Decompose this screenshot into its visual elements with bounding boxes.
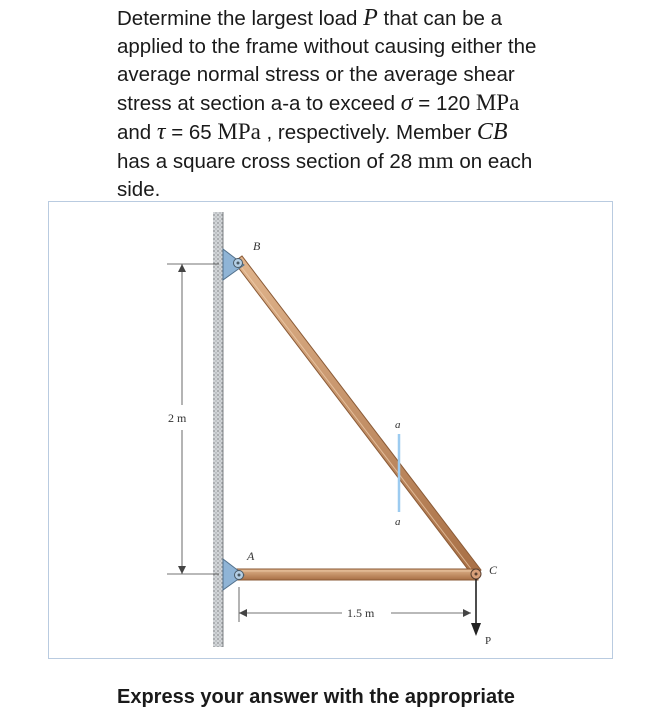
text: has a square cross section of 28 [117, 150, 418, 173]
text: Determine the largest load [117, 7, 364, 30]
load-p-arrow [471, 579, 481, 636]
math-tau: τ [156, 119, 166, 145]
math-member-cb: CB [476, 119, 508, 145]
problem-line-5 [117, 118, 637, 147]
label-p: P [485, 635, 492, 647]
support-a [223, 559, 244, 590]
problem-line-1 [117, 4, 637, 33]
dim-width-label: 1.5 m [347, 606, 375, 620]
text: stress at section a-a to exceed [117, 92, 401, 115]
problem-line-2: applied to the frame without causing either the [117, 35, 537, 58]
support-b [223, 249, 244, 280]
math-sigma: σ [400, 90, 413, 116]
text: = 65 [165, 121, 218, 144]
problem-line-7: side. [117, 178, 161, 201]
pin-c [471, 569, 481, 579]
math-unit-mpa: MPa [217, 119, 261, 144]
problem-statement [117, 4, 637, 204]
frame-diagram [49, 202, 614, 660]
label-b: B [253, 239, 261, 253]
label-c: C [489, 563, 498, 577]
text: that can be a [377, 7, 503, 30]
text: , respectively. Member [260, 121, 477, 144]
problem-line-3: average normal stress or the average shear [117, 63, 515, 86]
section-a-bottom-label: a [395, 516, 401, 528]
problem-line-4 [117, 89, 637, 118]
problem-line-6 [117, 147, 637, 176]
text: and [117, 121, 157, 144]
label-a: A [247, 549, 255, 563]
member-cb [234, 256, 481, 576]
dim-height-label: 2 m [168, 411, 187, 425]
answer-instruction: Express your answer with the appropriate [117, 686, 515, 708]
math-variable-p: P [363, 5, 378, 31]
wall [213, 212, 223, 647]
math-unit-mpa: MPa [475, 90, 520, 115]
text: = 120 [412, 92, 476, 115]
frame-figure [48, 201, 613, 659]
text: on each [453, 150, 533, 173]
member-ac [237, 569, 478, 580]
section-a-top-label: a [395, 419, 401, 431]
math-unit-mm: mm [417, 148, 454, 173]
